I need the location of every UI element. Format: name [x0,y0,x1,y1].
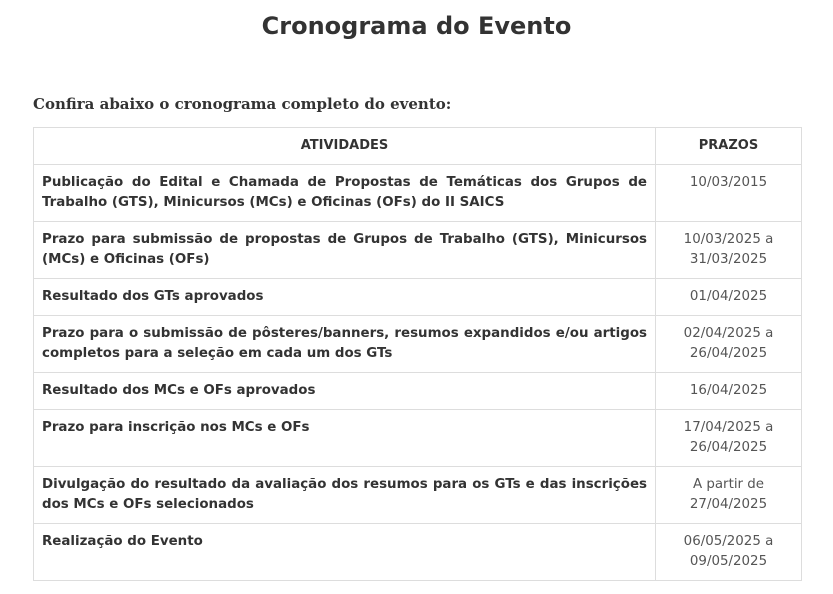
activity-cell: Prazo para o submissão de pôsteres/banners, resumos expandidos e/ou artigos completos para a seleção em cada um dos GTs [34,316,656,373]
activity-cell: Prazo para inscrição nos MCs e OFs [34,410,656,467]
deadline-cell: 06/05/2025 a 09/05/2025 [656,524,802,581]
deadline-cell: 10/03/2025 a 31/03/2025 [656,222,802,279]
table-header-row [34,128,802,165]
activity-cell: Prazo para submissão de propostas de Grupos de Trabalho (GTS), Minicursos (MCs) e Oficinas (OFs) [34,222,656,279]
schedule-table [33,127,802,581]
intro-text: Confira abaixo o cronograma completo do evento: [33,95,452,113]
table-row [34,373,802,410]
deadline-cell: A partir de 27/04/2025 [656,467,802,524]
activity-cell: Resultado dos GTs aprovados [34,279,656,316]
deadline-cell: 17/04/2025 a 26/04/2025 [656,410,802,467]
table-row [34,279,802,316]
column-header-activities: ATIVIDADES [34,128,656,165]
table-row [34,410,802,467]
table-row [34,524,802,581]
deadline-cell: 16/04/2025 [656,373,802,410]
table-row [34,222,802,279]
deadline-cell: 02/04/2025 a 26/04/2025 [656,316,802,373]
table-row [34,316,802,373]
table-row [34,165,802,222]
deadline-cell: 10/03/2015 [656,165,802,222]
activity-cell: Publicação do Edital e Chamada de Propostas de Temáticas dos Grupos de Trabalho (GTS), Minicursos (MCs) e Oficinas (OFs) do II SAICS [34,165,656,222]
column-header-deadlines: PRAZOS [656,128,802,165]
page-title: Cronograma do Evento [261,12,572,40]
activity-cell: Divulgação do resultado da avaliação dos resumos para os GTs e das inscrições dos MCs e OFs selecionados [34,467,656,524]
activity-cell: Realização do Evento [34,524,656,581]
deadline-cell: 01/04/2025 [656,279,802,316]
table-row [34,467,802,524]
activity-cell: Resultado dos MCs e OFs aprovados [34,373,656,410]
